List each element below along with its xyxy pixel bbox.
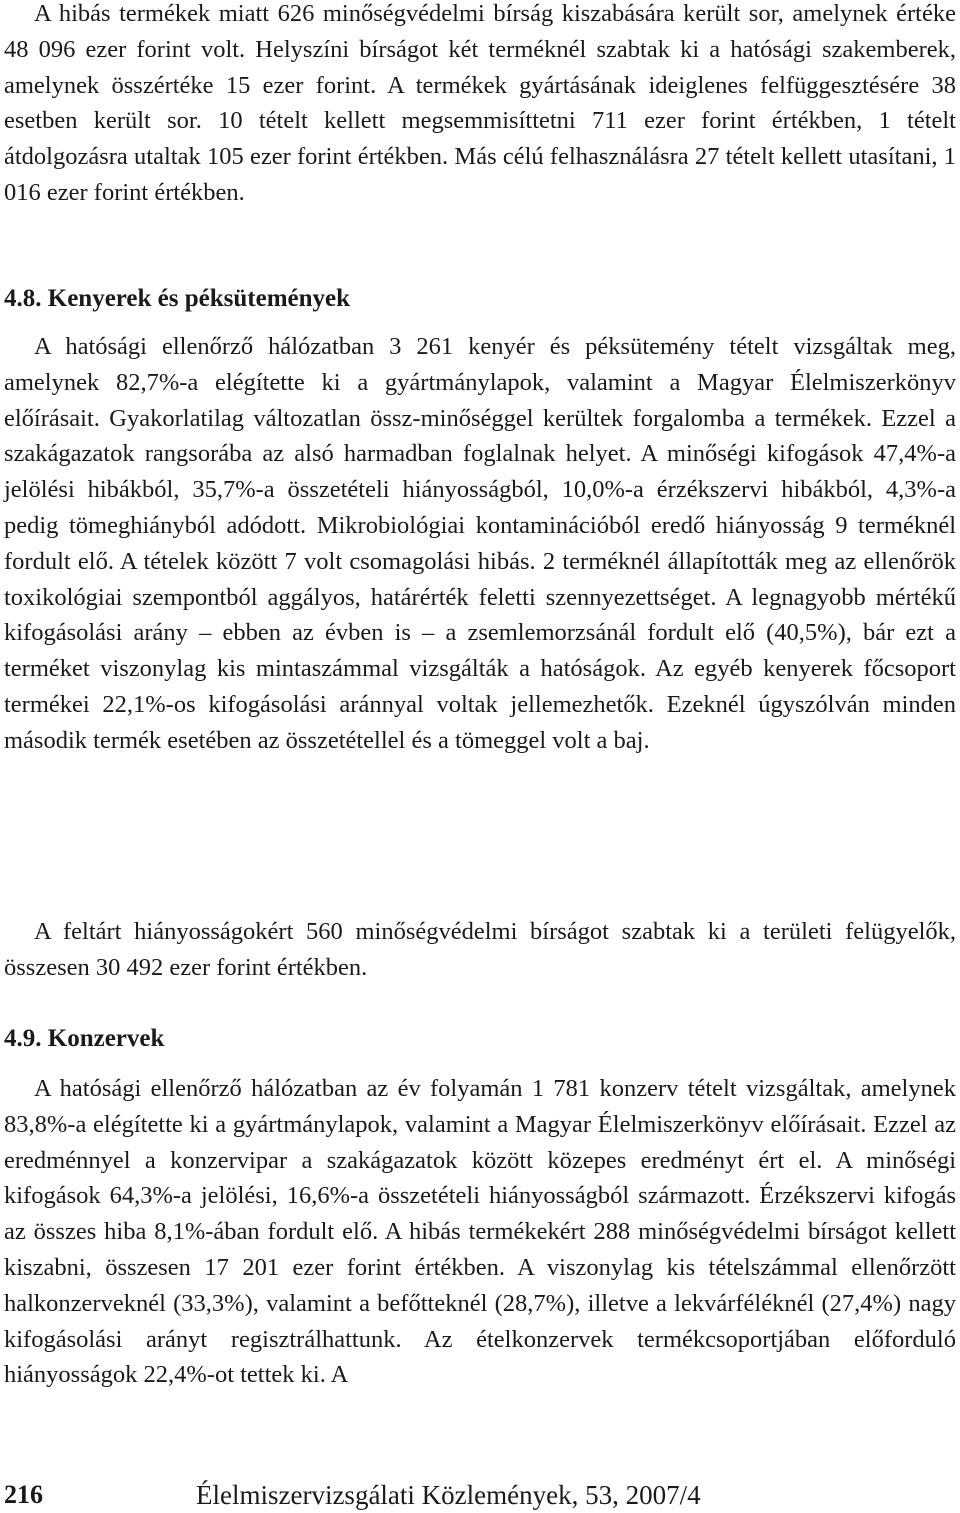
section-heading-bread: 4.8. Kenyerek és péksütemények	[4, 285, 351, 312]
paragraph-cans-results: A hatósági ellenőrző hálózatban az év folyamán 1 781 konzerv tételt vizsgáltak, amelynek 83,8%-a elégítette ki a gyártmánylapok, valamint a Magyar Élelmiszerkönyv előírásait. Ezzel az eredménnyel a konzervipar a szakágazatok között közepes eredményt ért el. A minőségi kifogások 64,3%-a jelölési, 16,6%-a összetételi hiányosságból származott. Érzékszervi kifogás az összes hiba 8,1%-ában fordult elő. A hibás termékekért 288 minőségvédelmi bírságot kellett kiszabni, összesen 17 201 ezer forint értékben. A viszonylag kis tételszámmal ellenőrzött halkonzerveknél (33,3%), valamint a befőtteknél (28,7%), illetve a lekvárféléknél (27,4%) nagy kifogásolási arányt regisztrálhattunk. Az ételkonzervek termékcsoportjában előforduló hiányosságok 22,4%-ot tettek ki. A	[4, 1075, 956, 1389]
paragraph-bread-results: A hatósági ellenőrző hálózatban 3 261 kenyér és péksütemény tételt vizsgáltak meg, amelynek 82,7%-a elégítette ki a gyártmánylapok, valamint a Magyar Élelmiszerkönyv előírásait. Gyakorlatilag változatlan össz-minőséggel kerültek forgalomba a termékek. Ezzel a szakágazatok rangsorába az alsó harmadban foglalnak helyet. A minőségi kifogások 47,4%-a jelölési hibákból, 35,7%-a összetételi hiányosságból, 10,0%-a érzékszervi hibákból, 4,3%-a pedig tömeghiányból adódott. Mikrobiológiai kontaminációból eredő hiányosság 9 terméknél fordult elő. A tételek között 7 volt csomagolási hibás. 2 terméknél állapították meg az ellenőrök toxikológiai szempontból aggályos, határérték feletti szennyezettséget. A legnagyobb mértékű kifogásolási arány – ebben az évben is – a zsemlemorzsánál fordult elő (40,5%), bár ezt a terméket viszonylag kis mintaszámmal vizsgálták a hatóságok. Az egyéb kenyerek főcsoport termékei 22,1%-os kifogásolási aránnyal voltak jellemezhetők. Ezeknél úgyszólván minden második termék esetében az összetétellel és a tömeggel volt a baj.	[4, 333, 956, 754]
journal-citation: Élelmiszervizsgálati Közlemények, 53, 2007/4	[196, 1480, 701, 1510]
section-heading-cans: 4.9. Konzervek	[4, 1025, 165, 1052]
page-footer	[4, 1478, 956, 1512]
paragraph-penalties-summary: A hibás termékek miatt 626 minőségvédelmi bírság kiszabására került sor, amelynek értéke 48 096 ezer forint volt. Helyszíni bírságot két terméknél szabtak ki a hatósági szakemberek, amelynek összértéke 15 ezer forint. A termékek gyártásának ideiglenes felfüggesztésére 38 esetben került sor. 10 tételt kellett megsemmisíttetni 711 ezer forint értékben, 1 tételt átdolgozásra utaltak 105 ezer forint értékben. Más célú felhasználásra 27 tételt kellett utasítani, 1 016 ezer forint értékben.	[4, 0, 956, 206]
page-number: 216	[4, 1480, 43, 1509]
paragraph-bread-penalties: A feltárt hiányosságokért 560 minőségvédelmi bírságot szabtak ki a területi felügyelők, összesen 30 492 ezer forint értékben.	[4, 918, 956, 981]
